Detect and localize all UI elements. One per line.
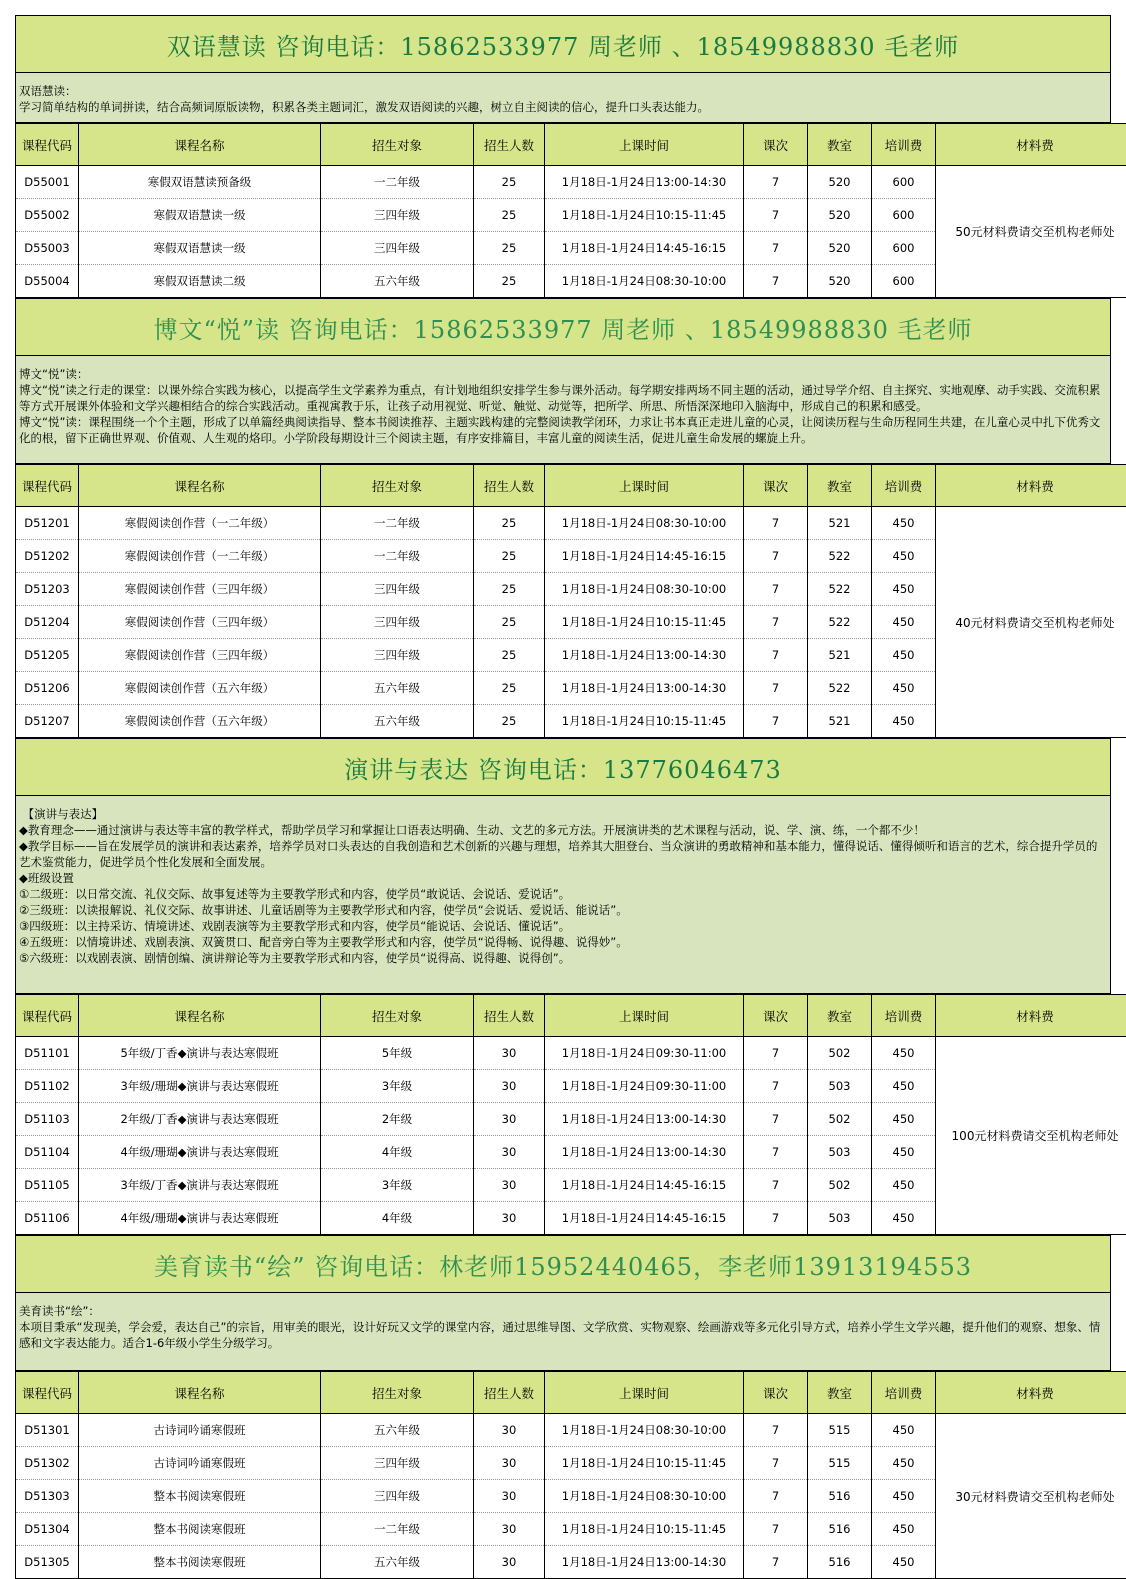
material-fee-note: 30元材料费请交至机构老师处 [936, 1414, 1126, 1579]
table-cell: 寒假阅读创作营（五六年级） [79, 705, 321, 738]
table-cell: 450 [872, 1037, 936, 1070]
column-header: 材料费 [936, 124, 1126, 166]
table-cell: 520 [808, 199, 872, 232]
table-header-row [16, 465, 1126, 507]
table-cell: 寒假阅读创作营（五六年级） [79, 672, 321, 705]
course-schedule-sheet [15, 15, 1111, 1579]
table-cell: 1月18日-1月24日13:00-14:30 [545, 1546, 744, 1579]
table-cell: 一二年级 [321, 507, 474, 540]
section-title: 双语慧读 咨询电话：15862533977 周老师 、18549988830 毛老师 [15, 15, 1111, 73]
column-header: 培训费 [872, 995, 936, 1037]
column-header: 课次 [744, 124, 808, 166]
table-cell: 600 [872, 265, 936, 298]
table-cell: 1月18日-1月24日08:30-10:00 [545, 1480, 744, 1513]
table-cell: 520 [808, 166, 872, 199]
table-cell: 521 [808, 507, 872, 540]
column-header: 招生人数 [474, 1372, 545, 1414]
description-line: 博文“悦”读： [19, 366, 1107, 382]
table-cell: 450 [872, 540, 936, 573]
table-cell: 522 [808, 672, 872, 705]
table-cell: 450 [872, 1546, 936, 1579]
description-line: ◆班级设置 [19, 870, 1107, 886]
table-cell: 4年级/珊瑚◆演讲与表达寒假班 [79, 1202, 321, 1235]
table-cell: 1月18日-1月24日08:30-10:00 [545, 1414, 744, 1447]
table-cell: D55002 [16, 199, 79, 232]
table-cell: 1月18日-1月24日13:00-14:30 [545, 1103, 744, 1136]
table-cell: 7 [744, 1169, 808, 1202]
material-fee-note: 100元材料费请交至机构老师处 [936, 1037, 1126, 1235]
course-section [15, 738, 1111, 1235]
table-row [16, 507, 1126, 540]
table-cell: 整本书阅读寒假班 [79, 1546, 321, 1579]
table-cell: D55004 [16, 265, 79, 298]
table-cell: 502 [808, 1169, 872, 1202]
table-cell: 520 [808, 232, 872, 265]
section-description [15, 1293, 1111, 1371]
table-cell: 30 [474, 1037, 545, 1070]
table-cell: 450 [872, 639, 936, 672]
table-row [16, 1037, 1126, 1070]
table-cell: 516 [808, 1513, 872, 1546]
table-cell: D51202 [16, 540, 79, 573]
table-cell: 1月18日-1月24日13:00-14:30 [545, 639, 744, 672]
table-cell: D51207 [16, 705, 79, 738]
table-cell: 503 [808, 1136, 872, 1169]
table-cell: 五六年级 [321, 672, 474, 705]
column-header: 培训费 [872, 124, 936, 166]
table-cell: 7 [744, 265, 808, 298]
table-cell: 7 [744, 166, 808, 199]
column-header: 材料费 [936, 465, 1126, 507]
table-cell: D51304 [16, 1513, 79, 1546]
table-cell: D51205 [16, 639, 79, 672]
column-header: 教室 [808, 1372, 872, 1414]
table-cell: 30 [474, 1513, 545, 1546]
column-header: 材料费 [936, 995, 1126, 1037]
column-header: 招生对象 [321, 124, 474, 166]
course-table [15, 994, 1126, 1235]
table-cell: 502 [808, 1037, 872, 1070]
table-cell: 450 [872, 705, 936, 738]
table-cell: 7 [744, 1447, 808, 1480]
course-table [15, 1371, 1126, 1579]
table-cell: 522 [808, 606, 872, 639]
table-header-row [16, 995, 1126, 1037]
table-cell: 516 [808, 1480, 872, 1513]
table-cell: 1月18日-1月24日14:45-16:15 [545, 232, 744, 265]
column-header: 课程代码 [16, 995, 79, 1037]
column-header: 课程代码 [16, 124, 79, 166]
table-cell: 7 [744, 1513, 808, 1546]
section-title: 博文“悦”读 咨询电话：15862533977 周老师 、18549988830 毛老师 [15, 298, 1111, 356]
column-header: 招生人数 [474, 465, 545, 507]
table-cell: 600 [872, 199, 936, 232]
course-table [15, 123, 1126, 298]
table-cell: 450 [872, 507, 936, 540]
table-cell: 一二年级 [321, 540, 474, 573]
table-cell: 25 [474, 705, 545, 738]
table-cell: 三四年级 [321, 232, 474, 265]
table-cell: 五六年级 [321, 1546, 474, 1579]
column-header: 上课时间 [545, 124, 744, 166]
table-cell: 1月18日-1月24日10:15-11:45 [545, 606, 744, 639]
table-cell: 503 [808, 1070, 872, 1103]
table-cell: 30 [474, 1169, 545, 1202]
section-title: 美育读书“绘” 咨询电话：林老师15952440465，李老师13913194553 [15, 1235, 1111, 1293]
table-cell: 30 [474, 1480, 545, 1513]
table-cell: 1月18日-1月24日08:30-10:00 [545, 507, 744, 540]
column-header: 课程名称 [79, 995, 321, 1037]
table-cell: 7 [744, 639, 808, 672]
table-cell: 30 [474, 1414, 545, 1447]
table-cell: 五六年级 [321, 265, 474, 298]
table-cell: 寒假阅读创作营（一二年级） [79, 540, 321, 573]
column-header: 课程名称 [79, 124, 321, 166]
table-cell: 4年级 [321, 1202, 474, 1235]
table-cell: 450 [872, 1513, 936, 1546]
column-header: 招生对象 [321, 465, 474, 507]
course-table [15, 464, 1126, 738]
column-header: 培训费 [872, 1372, 936, 1414]
table-cell: 5年级/丁香◆演讲与表达寒假班 [79, 1037, 321, 1070]
table-cell: 一二年级 [321, 166, 474, 199]
table-cell: 450 [872, 1136, 936, 1169]
description-line: 博文“悦”读：课程围绕一个个主题，形成了以单篇经典阅读指导、整本书阅读推荐、主题实践构建的完整阅读教学闭环，力求让书本真正走进儿童的心灵，让阅读历程与生命历程同生共建，在儿童心灵中扎下优秀文化的根，留下正确世界观、价值观、人生观的烙印。小学阶段每期设计三个阅读主题，有序安排篇目，丰富儿童的阅读生活，促进儿童生命发展的螺旋上升。 [19, 414, 1107, 446]
table-cell: 1月18日-1月24日10:15-11:45 [545, 705, 744, 738]
description-line: 本项目秉承“发现美，学会爱，表达自己”的宗旨，用审美的眼光，设计好玩又文学的课堂内容，通过思维导图、文学欣赏、实物观察、绘画游戏等多元化引导方式，培养小学生文学兴趣，提升他们的观察、想象、情感和文字表达能力。适合1-6年级小学生分级学习。 [19, 1319, 1107, 1351]
column-header: 课次 [744, 1372, 808, 1414]
table-cell: 三四年级 [321, 1480, 474, 1513]
table-cell: 古诗词吟诵寒假班 [79, 1447, 321, 1480]
table-cell: 1月18日-1月24日09:30-11:00 [545, 1070, 744, 1103]
table-cell: 三四年级 [321, 573, 474, 606]
table-cell: 三四年级 [321, 1447, 474, 1480]
description-line: 学习简单结构的单词拼读，结合高频词原版读物，积累各类主题词汇，激发双语阅读的兴趣，树立自主阅读的信心，提升口头表达能力。 [19, 99, 1107, 115]
description-line: ②三级班：以读报解说、礼仪交际、故事讲述、儿童话剧等为主要教学形式和内容，使学员“会说话、爱说话、能说话”。 [19, 902, 1107, 918]
table-cell: 450 [872, 1169, 936, 1202]
table-cell: 30 [474, 1546, 545, 1579]
column-header: 教室 [808, 124, 872, 166]
column-header: 课程代码 [16, 465, 79, 507]
table-cell: 1月18日-1月24日08:30-10:00 [545, 265, 744, 298]
table-cell: 30 [474, 1070, 545, 1103]
table-cell: D51301 [16, 1414, 79, 1447]
table-cell: 三四年级 [321, 639, 474, 672]
table-cell: 515 [808, 1447, 872, 1480]
table-cell: 7 [744, 573, 808, 606]
table-cell: 7 [744, 540, 808, 573]
table-cell: 三四年级 [321, 606, 474, 639]
table-cell: 寒假阅读创作营（三四年级） [79, 639, 321, 672]
column-header: 招生对象 [321, 995, 474, 1037]
table-cell: 7 [744, 1546, 808, 1579]
table-cell: 1月18日-1月24日10:15-11:45 [545, 1513, 744, 1546]
table-cell: D55001 [16, 166, 79, 199]
description-line: ①二级班：以日常交流、礼仪交际、故事复述等为主要教学形式和内容，使学员“敢说话、会说话、爱说话”。 [19, 886, 1107, 902]
description-line: ③四级班：以主持采访、情境讲述、戏剧表演等为主要教学形式和内容，使学员“能说话、会说话、懂说话”。 [19, 918, 1107, 934]
column-header: 课程名称 [79, 1372, 321, 1414]
table-cell: D51206 [16, 672, 79, 705]
column-header: 教室 [808, 465, 872, 507]
description-line: 双语慧读： [19, 83, 1107, 99]
table-cell: 522 [808, 540, 872, 573]
table-cell: 30 [474, 1447, 545, 1480]
table-cell: 3年级 [321, 1169, 474, 1202]
description-line: ◆教学目标——旨在发展学员的演讲和表达素养，培养学员对口头表达的自我创造和艺术创新的兴趣与理想，培养其大胆登台、当众演讲的勇敢精神和基本能力，懂得说话、懂得倾听和语言的艺术，综合提升学员的艺术鉴赏能力，促进学员个性化发展和全面发展。 [19, 838, 1107, 870]
section-description [15, 796, 1111, 994]
table-cell: 7 [744, 1480, 808, 1513]
table-cell: 4年级 [321, 1136, 474, 1169]
table-cell: 7 [744, 606, 808, 639]
table-cell: 1月18日-1月24日14:45-16:15 [545, 540, 744, 573]
course-section [15, 1235, 1111, 1579]
table-cell: 7 [744, 1103, 808, 1136]
description-line: 【演讲与表达】 [19, 806, 1107, 822]
course-section [15, 298, 1111, 738]
table-cell: 1月18日-1月24日10:15-11:45 [545, 199, 744, 232]
table-cell: 516 [808, 1546, 872, 1579]
table-cell: 521 [808, 705, 872, 738]
description-line: 美育读书“绘”： [19, 1303, 1107, 1319]
column-header: 招生对象 [321, 1372, 474, 1414]
table-row [16, 1414, 1126, 1447]
table-cell: 7 [744, 1202, 808, 1235]
table-cell: 521 [808, 639, 872, 672]
column-header: 课程名称 [79, 465, 321, 507]
table-cell: 450 [872, 1103, 936, 1136]
table-cell: 整本书阅读寒假班 [79, 1513, 321, 1546]
table-cell: 寒假阅读创作营（一二年级） [79, 507, 321, 540]
column-header: 教室 [808, 995, 872, 1037]
table-cell: 7 [744, 507, 808, 540]
table-cell: D51106 [16, 1202, 79, 1235]
section-description [15, 356, 1111, 464]
table-cell: 25 [474, 573, 545, 606]
description-line: ④五级班：以情境讲述、戏剧表演、双簧贯口、配音旁白等为主要教学形式和内容，使学员“说得畅、说得趣、说得妙”。 [19, 934, 1107, 950]
table-cell: 600 [872, 166, 936, 199]
column-header: 课次 [744, 465, 808, 507]
table-cell: 五六年级 [321, 705, 474, 738]
table-cell: 450 [872, 1447, 936, 1480]
table-cell: 450 [872, 573, 936, 606]
table-cell: 25 [474, 540, 545, 573]
table-cell: D51101 [16, 1037, 79, 1070]
table-cell: 1月18日-1月24日08:30-10:00 [545, 573, 744, 606]
table-cell: 寒假阅读创作营（三四年级） [79, 606, 321, 639]
table-cell: 1月18日-1月24日09:30-11:00 [545, 1037, 744, 1070]
table-cell: D51203 [16, 573, 79, 606]
table-cell: 520 [808, 265, 872, 298]
table-cell: 2年级/丁香◆演讲与表达寒假班 [79, 1103, 321, 1136]
table-cell: 古诗词吟诵寒假班 [79, 1414, 321, 1447]
section-title: 演讲与表达 咨询电话：13776046473 [15, 738, 1111, 796]
table-cell: 503 [808, 1202, 872, 1235]
table-cell: 1月18日-1月24日10:15-11:45 [545, 1447, 744, 1480]
table-cell: 450 [872, 1070, 936, 1103]
column-header: 材料费 [936, 1372, 1126, 1414]
column-header: 课次 [744, 995, 808, 1037]
table-cell: 7 [744, 232, 808, 265]
column-header: 上课时间 [545, 1372, 744, 1414]
table-cell: 30 [474, 1103, 545, 1136]
table-cell: 1月18日-1月24日13:00-14:30 [545, 672, 744, 705]
table-cell: 25 [474, 639, 545, 672]
table-cell: 五六年级 [321, 1414, 474, 1447]
table-cell: 25 [474, 232, 545, 265]
table-cell: D51303 [16, 1480, 79, 1513]
table-cell: 寒假双语慧读二级 [79, 265, 321, 298]
description-line: ⑤六级班：以戏剧表演、剧情创编、演讲辩论等为主要教学形式和内容，使学员“说得高、说得趣、说得创”。 [19, 950, 1107, 966]
table-cell: 三四年级 [321, 199, 474, 232]
table-cell: 30 [474, 1136, 545, 1169]
table-cell: 5年级 [321, 1037, 474, 1070]
table-cell: 450 [872, 1202, 936, 1235]
column-header: 招生人数 [474, 995, 545, 1037]
table-cell: 寒假双语慧读预备级 [79, 166, 321, 199]
course-section [15, 15, 1111, 298]
table-cell: 3年级/珊瑚◆演讲与表达寒假班 [79, 1070, 321, 1103]
table-cell: 寒假阅读创作营（三四年级） [79, 573, 321, 606]
table-cell: 450 [872, 606, 936, 639]
table-cell: 1月18日-1月24日13:00-14:30 [545, 166, 744, 199]
table-cell: 1月18日-1月24日13:00-14:30 [545, 1136, 744, 1169]
table-cell: 7 [744, 1070, 808, 1103]
table-cell: 整本书阅读寒假班 [79, 1480, 321, 1513]
table-cell: 7 [744, 672, 808, 705]
section-description [15, 73, 1111, 123]
table-cell: 450 [872, 672, 936, 705]
table-cell: D51105 [16, 1169, 79, 1202]
column-header: 上课时间 [545, 995, 744, 1037]
table-cell: 502 [808, 1103, 872, 1136]
table-cell: 30 [474, 1202, 545, 1235]
table-cell: 4年级/珊瑚◆演讲与表达寒假班 [79, 1136, 321, 1169]
table-cell: D51302 [16, 1447, 79, 1480]
table-cell: 450 [872, 1480, 936, 1513]
description-line: ◆教育理念——通过演讲与表达等丰富的教学样式，帮助学员学习和掌握让口语表达明确、生动、文艺的多元方法。开展演讲类的艺术课程与活动，说、学、演、练，一个都不少！ [19, 822, 1107, 838]
table-cell: 25 [474, 606, 545, 639]
table-cell: D51305 [16, 1546, 79, 1579]
table-cell: D51204 [16, 606, 79, 639]
column-header: 招生人数 [474, 124, 545, 166]
description-line: 博文“悦”读之行走的课堂：以课外综合实践为核心，以提高学生文学素养为重点，有计划地组织安排学生参与课外活动。每学期安排两场不同主题的活动，通过导学介绍、自主探究、实地观摩、动手实践、交流积累等方式开展课外体验和文学兴趣相结合的综合实践活动。重视寓教于乐，让孩子动用视觉、听觉、触觉、动觉等，把所学、所思、所悟深深地印入脑海中，形成自己的积累和感受。 [19, 382, 1107, 414]
table-cell: D51102 [16, 1070, 79, 1103]
table-cell: 7 [744, 1136, 808, 1169]
table-cell: 600 [872, 232, 936, 265]
column-header: 上课时间 [545, 465, 744, 507]
table-header-row [16, 1372, 1126, 1414]
table-cell: 25 [474, 199, 545, 232]
table-cell: 7 [744, 1414, 808, 1447]
table-cell: 515 [808, 1414, 872, 1447]
column-header: 培训费 [872, 465, 936, 507]
table-cell: 7 [744, 199, 808, 232]
table-cell: 2年级 [321, 1103, 474, 1136]
table-cell: 25 [474, 507, 545, 540]
table-cell: 25 [474, 166, 545, 199]
table-cell: 25 [474, 672, 545, 705]
table-cell: 一二年级 [321, 1513, 474, 1546]
table-cell: 522 [808, 573, 872, 606]
table-cell: D55003 [16, 232, 79, 265]
table-cell: 3年级 [321, 1070, 474, 1103]
material-fee-note: 40元材料费请交至机构老师处 [936, 507, 1126, 738]
table-row [16, 166, 1126, 199]
table-cell: 1月18日-1月24日14:45-16:15 [545, 1169, 744, 1202]
column-header: 课程代码 [16, 1372, 79, 1414]
table-cell: 450 [872, 1414, 936, 1447]
table-cell: 寒假双语慧读一级 [79, 232, 321, 265]
table-cell: 3年级/丁香◆演讲与表达寒假班 [79, 1169, 321, 1202]
table-cell: 7 [744, 705, 808, 738]
table-cell: 25 [474, 265, 545, 298]
table-cell: D51201 [16, 507, 79, 540]
table-cell: 1月18日-1月24日14:45-16:15 [545, 1202, 744, 1235]
table-cell: 寒假双语慧读一级 [79, 199, 321, 232]
table-cell: 7 [744, 1037, 808, 1070]
material-fee-note: 50元材料费请交至机构老师处 [936, 166, 1126, 298]
table-cell: D51103 [16, 1103, 79, 1136]
table-header-row [16, 124, 1126, 166]
table-cell: D51104 [16, 1136, 79, 1169]
